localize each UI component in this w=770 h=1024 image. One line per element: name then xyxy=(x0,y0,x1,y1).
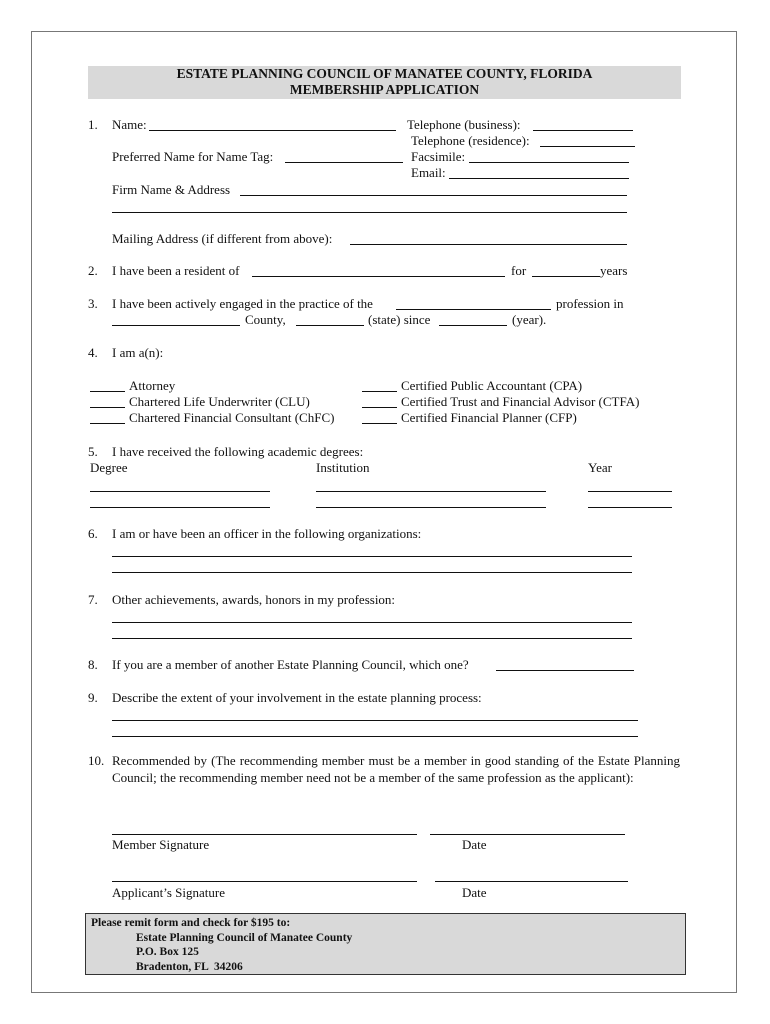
applicant-signature-field[interactable] xyxy=(112,881,417,882)
email-field[interactable] xyxy=(449,178,629,179)
q3-state-since: (state) since xyxy=(368,312,431,327)
achievements-field-1[interactable] xyxy=(112,622,632,623)
q3-profession-in: profession in xyxy=(556,296,624,311)
q10-text: Recommended by (The recommending member must be a member in good standing of the Estate Planning Council; the recommending member need not be a member of the same profession as the applicant): xyxy=(112,753,680,785)
involvement-field-1[interactable] xyxy=(112,720,638,721)
clu-checkbox-line[interactable] xyxy=(90,407,125,408)
q1-number: 1. xyxy=(88,117,98,132)
col-year: Year xyxy=(588,460,612,475)
member-signature-field[interactable] xyxy=(112,834,417,835)
year-field-2[interactable] xyxy=(588,507,672,508)
q7-text: Other achievements, awards, honors in my profession: xyxy=(112,592,396,607)
q3-number: 3. xyxy=(88,296,98,311)
applicant-date-field[interactable] xyxy=(435,881,628,882)
remit-line-3: P.O. Box 125 xyxy=(136,946,199,958)
q4-text: I am a(n): xyxy=(112,345,164,360)
tel-residence-field[interactable] xyxy=(540,146,635,147)
mailing-label: Mailing Address (if different from above): xyxy=(112,231,333,246)
residence-years-field[interactable] xyxy=(532,276,600,277)
tel-business-label: Telephone (business): xyxy=(407,117,521,132)
q5-text: I have received the following academic degrees: xyxy=(112,444,364,459)
ctfa-checkbox-line[interactable] xyxy=(362,407,397,408)
officer-field-2[interactable] xyxy=(112,572,632,573)
cpa-checkbox-line[interactable] xyxy=(362,391,397,392)
officer-field-1[interactable] xyxy=(112,556,632,557)
involvement-field-2[interactable] xyxy=(112,736,638,737)
q3-text: I have been actively engaged in the practice of the xyxy=(112,296,373,311)
q2-years: years xyxy=(600,263,628,278)
option-cfp: Certified Financial Planner (CFP) xyxy=(401,410,577,425)
remit-line-1: Please remit form and check for $195 to: xyxy=(91,917,291,929)
remit-line-2: Estate Planning Council of Manatee County xyxy=(136,931,353,944)
option-chfc: Chartered Financial Consultant (ChFC) xyxy=(129,410,335,425)
firm-field[interactable] xyxy=(240,195,627,196)
other-council-field[interactable] xyxy=(496,670,634,671)
firm-field-line-2[interactable] xyxy=(112,212,627,213)
preferred-name-field[interactable] xyxy=(285,162,403,163)
option-attorney: Attorney xyxy=(129,378,176,393)
name-label: Name: xyxy=(112,117,147,132)
q9-text: Describe the extent of your involvement in the estate planning process: xyxy=(112,690,482,705)
tel-residence-label: Telephone (residence): xyxy=(411,133,530,148)
remit-line-4: Bradenton, FL 34206 xyxy=(136,960,243,973)
chfc-checkbox-line[interactable] xyxy=(90,423,125,424)
member-signature-label: Member Signature xyxy=(112,837,210,852)
q3-year: (year). xyxy=(512,312,547,327)
mailing-field[interactable] xyxy=(350,244,627,245)
remit-box xyxy=(85,913,686,975)
residence-place-field[interactable] xyxy=(252,276,505,277)
email-label: Email: xyxy=(411,165,446,180)
institution-field-1[interactable] xyxy=(316,491,546,492)
year-field-1[interactable] xyxy=(588,491,672,492)
q2-number: 2. xyxy=(88,263,98,278)
member-date-field[interactable] xyxy=(430,834,625,835)
state-field[interactable] xyxy=(296,325,364,326)
tel-business-field[interactable] xyxy=(533,130,633,131)
firm-label: Firm Name & Address xyxy=(112,182,231,197)
q10-number: 10. xyxy=(88,753,105,768)
attorney-checkbox-line[interactable] xyxy=(90,391,125,392)
institution-field-2[interactable] xyxy=(316,507,546,508)
q6-text: I am or have been an officer in the following organizations: xyxy=(112,526,422,541)
member-date-label: Date xyxy=(462,837,487,852)
title-line-1: ESTATE PLANNING COUNCIL OF MANATEE COUNTY, FLORIDA xyxy=(176,66,593,81)
applicant-signature-label: Applicant’s Signature xyxy=(112,885,226,900)
col-degree: Degree xyxy=(90,460,128,475)
achievements-field-2[interactable] xyxy=(112,638,632,639)
q9-number: 9. xyxy=(88,690,98,705)
col-institution: Institution xyxy=(316,460,370,475)
applicant-date-label: Date xyxy=(462,885,487,900)
degree-field-1[interactable] xyxy=(90,491,270,492)
county-field[interactable] xyxy=(112,325,240,326)
q4-number: 4. xyxy=(88,345,98,360)
since-year-field[interactable] xyxy=(439,325,507,326)
title-line-2: MEMBERSHIP APPLICATION xyxy=(289,82,480,97)
form-title xyxy=(88,66,681,99)
q2-text: I have been a resident of xyxy=(112,263,240,278)
facsimile-label: Facsimile: xyxy=(411,149,466,164)
q2-for: for xyxy=(511,263,527,278)
preferred-name-label: Preferred Name for Name Tag: xyxy=(112,149,274,164)
profession-field[interactable] xyxy=(396,309,551,310)
option-clu: Chartered Life Underwriter (CLU) xyxy=(129,394,310,409)
option-cpa: Certified Public Accountant (CPA) xyxy=(401,378,583,393)
q3-county: County, xyxy=(245,312,286,327)
name-field[interactable] xyxy=(149,130,396,131)
q8-number: 8. xyxy=(88,657,98,672)
cfp-checkbox-line[interactable] xyxy=(362,423,397,424)
q7-number: 7. xyxy=(88,592,98,607)
facsimile-field[interactable] xyxy=(469,162,629,163)
q5-number: 5. xyxy=(88,444,98,459)
q6-number: 6. xyxy=(88,526,98,541)
q8-text: If you are a member of another Estate Planning Council, which one? xyxy=(112,657,469,672)
option-ctfa: Certified Trust and Financial Advisor (CTFA) xyxy=(401,394,640,409)
degree-field-2[interactable] xyxy=(90,507,270,508)
